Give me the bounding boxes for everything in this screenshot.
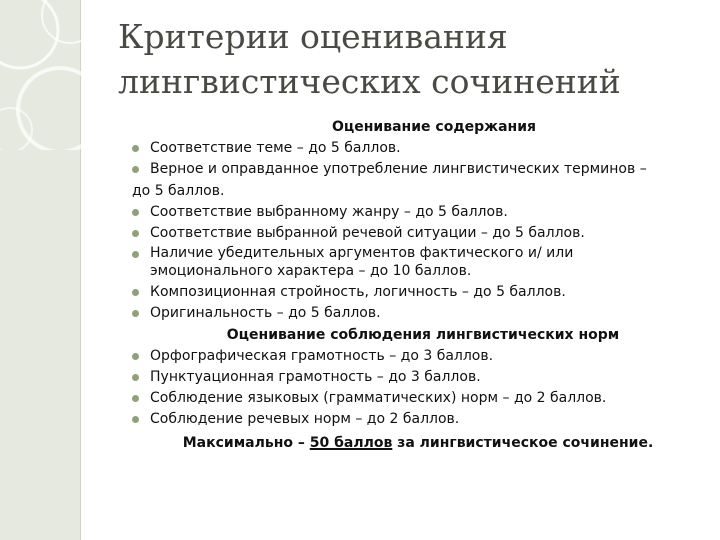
slide-title [118, 14, 708, 104]
max-score-value: 50 баллов [309, 435, 393, 451]
list-item [128, 282, 688, 303]
title-line-1: Критерии оценивания [118, 17, 508, 56]
bullet-icon [132, 166, 139, 173]
list-item [128, 202, 688, 223]
list-item [128, 244, 688, 280]
bullet-icon [132, 209, 139, 216]
content-criteria-list [128, 138, 688, 180]
bullet-icon [132, 353, 139, 360]
max-score-suffix: за лингвистическое сочинение. [392, 435, 654, 451]
max-score-prefix: Максимально – [182, 435, 310, 451]
list-item-text: Композиционная стройность, логичность – до 5 баллов. [150, 284, 566, 300]
title-line-2: лингвистических сочинений [118, 62, 621, 101]
max-score-summary [128, 432, 688, 454]
list-item-text: Соблюдение языковых (грамматических) норм – до 2 баллов. [150, 390, 607, 406]
list-item-text: Соответствие выбранному жанру – до 5 баллов. [150, 204, 508, 220]
bullet-icon [132, 230, 139, 237]
section-heading-content: Оценивание содержания [331, 119, 536, 135]
content-criteria-list-continued [128, 202, 688, 324]
list-item [128, 303, 688, 324]
list-item-text: Верное и оправданное употребление лингвистических терминов – [150, 161, 647, 177]
bullet-icon [132, 395, 139, 402]
bullet-icon [132, 416, 139, 423]
norms-criteria-list [128, 346, 688, 430]
bullet-icon [132, 310, 139, 317]
list-item-text: Соответствие теме – до 5 баллов. [150, 140, 401, 156]
list-item [128, 367, 688, 388]
list-item-text: Пунктуационная грамотность – до 3 баллов. [150, 369, 481, 385]
decorative-circles [0, 0, 120, 150]
list-item-text: Оригинальность – до 5 баллов. [150, 305, 381, 321]
list-item-text: Соблюдение речевых норм – до 2 баллов. [150, 411, 460, 427]
list-item-text: Орфографическая грамотность – до 3 баллов. [150, 348, 494, 364]
list-item-continuation: до 5 баллов. [132, 183, 225, 199]
list-item [128, 388, 688, 409]
list-item [128, 346, 688, 367]
list-item [128, 138, 688, 159]
section-heading-norms: Оценивание соблюдения лингвистических норм [226, 327, 620, 343]
list-item [128, 223, 688, 244]
list-item [128, 159, 688, 180]
bullet-icon [132, 374, 139, 381]
bullet-icon [132, 145, 139, 152]
list-item-text: Наличие убедительных аргументов фактического и/ или эмоционального характера – до 10 баллов. [150, 245, 574, 279]
bullet-icon [132, 289, 139, 296]
list-item [128, 409, 688, 430]
slide-content [128, 116, 688, 454]
bullet-icon [132, 251, 139, 258]
list-item-text: Соответствие выбранной речевой ситуации – до 5 баллов. [150, 225, 585, 241]
